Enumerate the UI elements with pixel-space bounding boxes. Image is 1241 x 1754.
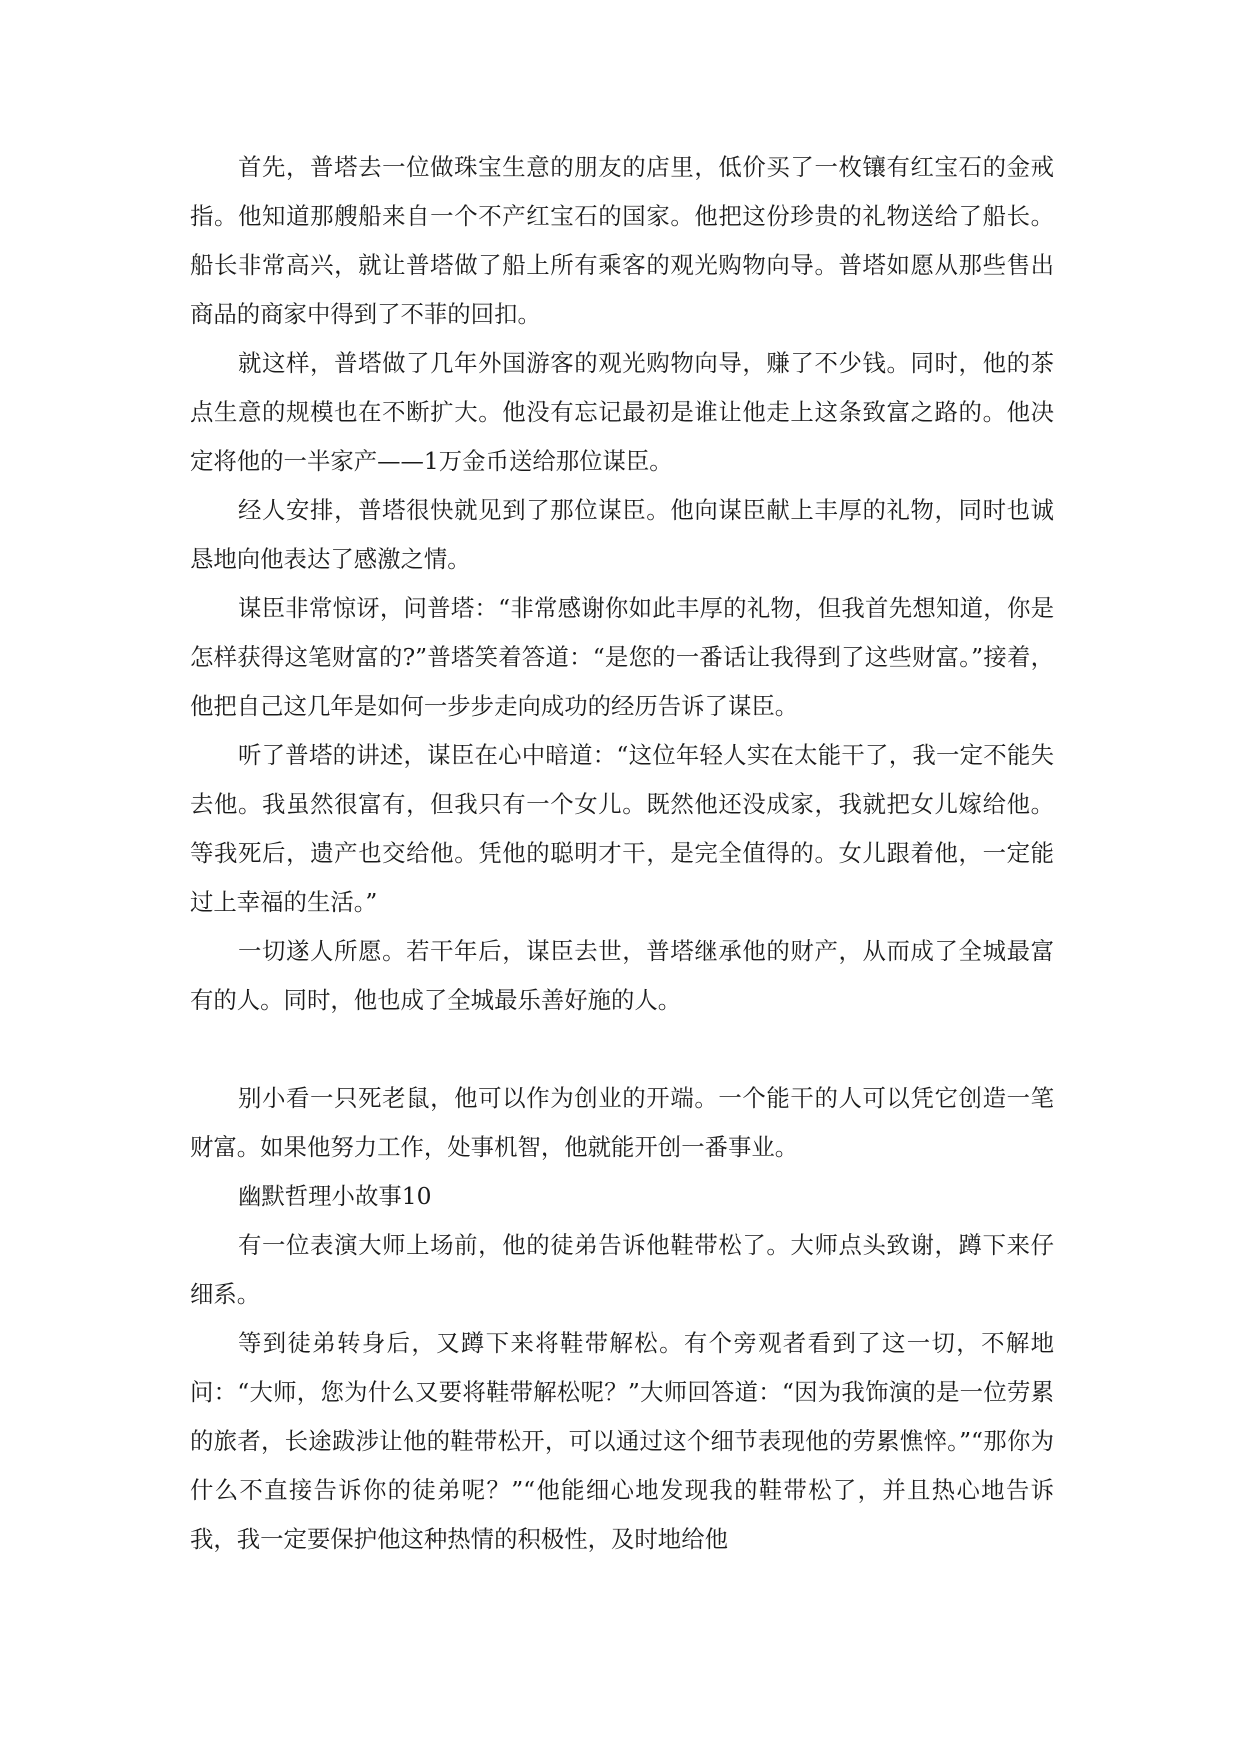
- section-gap: [190, 1025, 1054, 1074]
- paragraph-advisor-thoughts: 听了普塔的讲述，谋臣在心中暗道：“这位年轻人实在太能干了，我一定不能失去他。我虽然很富有，但我只有一个女儿。既然他还没成家，我就把女儿嫁给他。等我死后，遗产也交给他。凭他的聪明才干，是完全值得的。女儿跟着他，一定能过上幸福的生活。”: [190, 741, 1054, 916]
- paragraph-ending: 一切遂人所愿。若干年后，谋臣去世，普塔继承他的财产，从而成了全城最富有的人。同时，他也成了全城最乐善好施的人。: [190, 937, 1054, 1014]
- paragraph-master-intro: 有一位表演大师上场前，他的徒弟告诉他鞋带松了。大师点头致谢，蹲下来仔细系。: [190, 1231, 1054, 1308]
- story-heading: 幽默哲理小故事10: [238, 1182, 432, 1210]
- paragraph-moral: 别小看一只死老鼠，他可以作为创业的开端。一个能干的人可以凭它创造一笔财富。如果他努力工作，处事机智，他就能开创一番事业。: [190, 1084, 1054, 1161]
- paragraph-meeting: 经人安排，普塔很快就见到了那位谋臣。他向谋臣献上丰厚的礼物，同时也诚恳地向他表达了感激之情。: [190, 496, 1054, 573]
- paragraph-tour-guide: 就这样，普塔做了几年外国游客的观光购物向导，赚了不少钱。同时，他的茶点生意的规模也在不断扩大。他没有忘记最初是谁让他走上这条致富之路的。他决定将他的一半家产——1万金币送给那位谋臣。: [190, 349, 1054, 475]
- paragraph-question: 谋臣非常惊讶，问普塔：“非常感谢你如此丰厚的礼物，但我首先想知道，你是怎样获得这笔财富的?”普塔笑着答道：“是您的一番话让我得到了这些财富。”接着，他把自己这几年是如何一步步走向成功的经历告诉了谋臣。: [190, 594, 1054, 720]
- paragraph-master-reason: 等到徒弟转身后，又蹲下来将鞋带解松。有个旁观者看到了这一切，不解地问：“大师，您为什么又要将鞋带解松呢？”大师回答道：“因为我饰演的是一位劳累的旅者，长途跋涉让他的鞋带松开，可以通过这个细节表现他的劳累憔悴。”“那你为什么不直接告诉你的徒弟呢？”“他能细心地发现我的鞋带松了，并且热心地告诉我，我一定要保护他这种热情的积极性，及时地给他: [190, 1329, 1054, 1553]
- paragraph-ruby-ring: 首先，普塔去一位做珠宝生意的朋友的店里，低价买了一枚镶有红宝石的金戒指。他知道那艘船来自一个不产红宝石的国家。他把这份珍贵的礼物送给了船长。船长非常高兴，就让普塔做了船上所有乘客的观光购物向导。普塔如愿从那些售出商品的商家中得到了不菲的回扣。: [190, 153, 1054, 328]
- document-page: [190, 143, 1054, 1564]
